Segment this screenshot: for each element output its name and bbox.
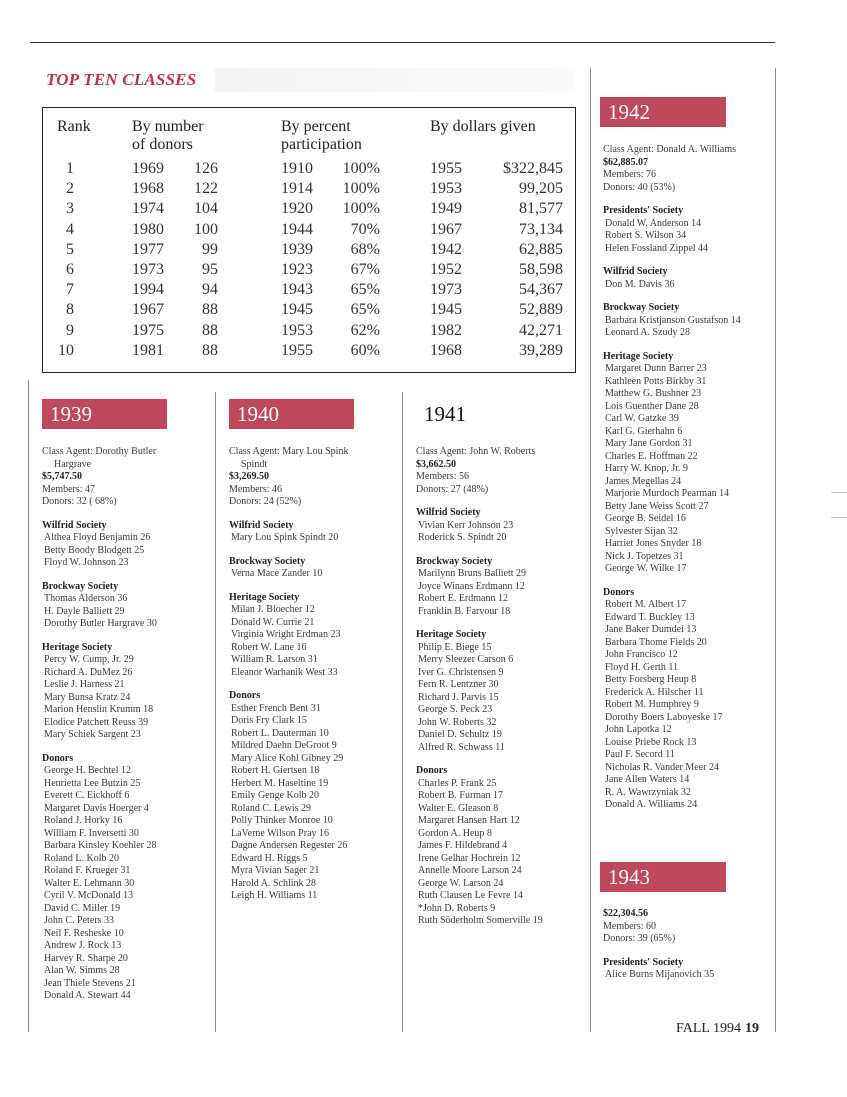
donors-year: 1977	[132, 240, 164, 258]
dollars-value: 42,271	[519, 321, 563, 339]
donor-name: Frederick A. Hilscher 11	[605, 686, 704, 698]
dollars-value: 62,885	[519, 240, 563, 258]
donor-name: George H. Bechtel 12	[44, 765, 132, 776]
donor-name: Barbara Kristjanson Gustafson 14	[605, 314, 741, 326]
class-agent-line: Class Agent: Dorothy Butler	[42, 446, 157, 457]
donor-name: Helen Fossland Zippel 44	[605, 242, 709, 254]
donor-name: George B. Seidel 16	[605, 513, 686, 524]
donor-name: George W. Wilke 17	[605, 563, 687, 574]
donor-name: Neil F. Resheske 10	[44, 927, 124, 939]
donor-name: Robert L. Dauterman 10	[231, 727, 329, 739]
dollars-year: 1945	[430, 301, 462, 319]
donor-name: Harriet Jones Snyder 18	[605, 538, 702, 549]
donor-name: John W. Roberts 32	[418, 716, 497, 728]
class-stat: Donors: 40 (53%)	[603, 181, 676, 193]
donor-name: Sylvester Sijan 32	[605, 525, 678, 537]
donor-name: Mary Alice Kohl Gibney 29	[231, 752, 344, 764]
donor-name: R. A. Wawrzyniak 32	[605, 786, 691, 798]
donor-name: Nicholas R. Vander Meer 24	[605, 761, 719, 773]
class-agent-line: Hargrave	[54, 458, 92, 470]
donor-name: Donald W. Anderson 14	[605, 217, 702, 229]
donor-name: Charles E. Hoffman 22	[605, 450, 698, 462]
class-agent	[42, 446, 212, 471]
donor-name: Walter E. Gleason 8	[418, 802, 499, 814]
dollars-year: 1953	[430, 180, 462, 198]
society-heading: Donors	[229, 690, 261, 701]
amount-given: $3,269.50	[229, 471, 269, 482]
donor-name: David C. Miller 19	[44, 902, 121, 914]
donor-name: Don M. Davis 36	[605, 278, 675, 290]
donor-name: Iver G. Christensen 9	[418, 666, 504, 678]
donors-count: 94	[202, 281, 218, 299]
percent-value: 65%	[350, 281, 380, 299]
donor-name: Nick J. Topetzes 31	[605, 550, 684, 562]
donor-name: Fern R. Lentzner 30	[418, 679, 499, 690]
donors-year: 1981	[132, 341, 164, 359]
society-heading: Heritage Society	[416, 629, 487, 640]
society-heading: Presidents' Society	[603, 205, 684, 216]
society-heading: Brockway Society	[603, 302, 680, 313]
donors-year: 1974	[132, 200, 164, 218]
donor-name: Robert H. Giertsen 18	[231, 765, 320, 776]
percent-year: 1955	[281, 341, 313, 359]
percent-year: 1939	[281, 240, 313, 258]
class-stat: Class Agent: Donald A. Williams	[603, 144, 737, 155]
donor-name: Virginia Wright Erdman 23	[231, 629, 341, 640]
donor-name: Irene Gelhar Hochrein 12	[418, 852, 521, 864]
donor-name: Dagne Andersen Regester 26	[231, 840, 348, 851]
society-heading: Donors	[416, 765, 448, 776]
donor-name: Robert E. Erdmann 12	[418, 593, 508, 604]
donor-name: Donald A. Williams 24	[605, 799, 698, 810]
class-stat: Donors: 39 (65%)	[603, 933, 676, 944]
class-agent-line: Spindt	[241, 458, 268, 470]
rank-cell: 9	[66, 321, 74, 339]
class-stat: Members: 76	[603, 169, 657, 180]
dollars-value: 73,134	[519, 220, 563, 238]
donor-name: Dorothy Butler Hargrave 30	[44, 618, 157, 629]
class-agent-line: Class Agent: Mary Lou Spink	[229, 446, 349, 457]
class-1940-year: 1940	[237, 402, 279, 426]
percent-value: 60%	[350, 341, 380, 359]
society-heading: Donors	[603, 586, 635, 598]
donor-name: Emily Genge Kolb 20	[231, 790, 320, 801]
dollars-value: 39,289	[519, 341, 563, 359]
donor-name: Annelle Moore Larson 24	[418, 865, 522, 876]
donor-name: Mary Jane Gordon 31	[605, 438, 693, 449]
donor-name: George W. Larson 24	[418, 877, 504, 889]
donor-name: Donald A. Stewart 44	[44, 990, 131, 1001]
donors-year: 1975	[132, 321, 164, 339]
donor-name: Leslie J. Harness 21	[44, 679, 125, 690]
page-number: 19	[744, 1021, 759, 1036]
donors-year: 1969	[132, 160, 164, 177]
donor-name: Dorothy Boers Laboyeske 17	[605, 711, 723, 723]
donor-name: Jean Thiele Stevens 21	[44, 977, 136, 989]
class-1941-banner	[424, 399, 466, 429]
donor-name: Kathleen Potts Birkby 31	[605, 375, 707, 387]
donor-name: John C. Peters 33	[44, 915, 114, 926]
donor-name: Roderick S. Spindt 20	[418, 532, 507, 543]
class-1943-listing	[603, 908, 773, 982]
column-divider	[775, 68, 776, 1032]
donor-name: Joyce Winans Erdmann 12	[418, 580, 525, 592]
donor-name: Marjorie Murdoch Pearman 14	[605, 488, 730, 499]
donor-name: Mildred Daehn DeGroot 9	[231, 740, 337, 751]
donor-name: Richard J. Parvis 15	[418, 691, 499, 703]
percent-year: 1943	[281, 281, 313, 299]
class-1939-listing	[42, 446, 212, 1003]
rank-cell: 7	[66, 281, 74, 299]
donor-name: Gordon A. Heup 8	[418, 827, 492, 839]
header-percent: By percent	[281, 118, 351, 135]
donor-name: Robert S. Wilson 34	[605, 230, 687, 241]
donor-name: Alan W. Simms 28	[44, 965, 120, 976]
class-stat: Members: 47	[42, 483, 96, 495]
donor-name: Merry Sleezer Carson 6	[418, 654, 514, 665]
donor-name: Betty Boody Blodgett 25	[44, 544, 145, 556]
class-stat: Donors: 27 (48%)	[416, 483, 489, 495]
dollars-year: 1973	[430, 281, 462, 299]
dollars-year: 1942	[430, 240, 462, 258]
percent-year: 1914	[281, 180, 313, 198]
donors-count: 88	[202, 341, 218, 359]
dollars-year: 1955	[430, 160, 462, 177]
class-stat: Members: 60	[603, 920, 657, 932]
donor-name: Lois Guenther Dane 28	[605, 400, 699, 412]
dollars-year: 1952	[430, 261, 462, 278]
donor-name: Myra Vivian Sager 21	[231, 865, 320, 876]
donor-name: Robert W. Lane 16	[231, 641, 307, 653]
column-divider	[28, 380, 29, 1032]
donor-name: Franklin B. Farvour 18	[418, 605, 511, 617]
donor-name: Margaret Dunn Barrer 23	[605, 363, 707, 374]
donor-name: Betty Jane Weiss Scott 27	[605, 500, 709, 512]
donors-year: 1968	[132, 180, 164, 198]
donor-name: Vivian Kerr Johnson 23	[418, 519, 514, 531]
donors-year: 1967	[132, 301, 164, 319]
donor-name: Paul F. Secord 11	[605, 749, 675, 760]
donor-name: Jane Allen Waters 14	[605, 774, 690, 785]
donor-name: H. Dayle Balliett 29	[44, 605, 125, 617]
donor-name: Elodice Patchett Reuss 39	[44, 716, 149, 728]
donor-name: Edward T. Buckley 13	[605, 611, 695, 623]
donor-name: Eleanor Warhanik West 33	[231, 666, 338, 678]
donors-count: 95	[202, 261, 218, 278]
donor-name: Roland F. Krueger 31	[44, 865, 131, 876]
class-stat: Class Agent: John W. Roberts	[416, 446, 536, 457]
donor-name: Roland C. Lewis 29	[231, 802, 311, 814]
donor-name: Harold A. Schlink 28	[231, 877, 316, 889]
donor-name: Leigh H. Williams 11	[231, 890, 318, 901]
donors-year: 1994	[132, 281, 164, 299]
class-1939-year: 1939	[50, 402, 92, 426]
donor-name: Doris Fry Clark 15	[231, 715, 307, 726]
donor-name: Alice Burns Mijanovich 35	[605, 969, 715, 980]
class-stat: Donors: 24 (52%)	[229, 496, 302, 507]
dollars-year: 1949	[430, 200, 462, 218]
donor-name: Karl G. Gierhahn 6	[605, 425, 683, 437]
society-heading: Wilfrid Society	[416, 507, 481, 518]
donor-name: Richard A. DuMez 26	[44, 666, 133, 678]
donor-name: John Lapotka 12	[605, 724, 672, 735]
percent-value: 100%	[342, 200, 380, 218]
donor-name: Harry W. Knop, Jr. 9	[605, 463, 689, 474]
donor-name: Harvey R. Sharpe 20	[44, 952, 128, 964]
percent-year: 1944	[281, 220, 313, 238]
donor-name: LaVerne Wilson Pray 16	[231, 827, 330, 839]
class-stat: Donors: 32 ( 68%)	[42, 496, 117, 507]
donor-name: Robert M. Humphrey 9	[605, 699, 699, 710]
amount-given: $62,885.07	[603, 156, 648, 168]
class-1942-year: 1942	[608, 100, 650, 124]
society-heading: Wilfrid Society	[229, 519, 294, 531]
top-rule	[30, 42, 775, 43]
percent-value: 100%	[342, 180, 380, 198]
donor-name: Alfred R. Schwass 11	[418, 741, 505, 753]
dollars-value: 58,598	[519, 261, 563, 278]
class-1942-banner	[600, 97, 726, 127]
donor-name: *John D. Roberts 9	[418, 902, 496, 914]
donors-count: 88	[202, 321, 218, 339]
donor-name: Everett C. Eickhoff 6	[44, 790, 130, 801]
dollars-value: 52,889	[519, 301, 563, 319]
column-divider	[590, 68, 591, 1032]
donor-name: Robert B. Furman 17	[418, 790, 503, 801]
column-divider	[215, 392, 216, 1032]
class-1941-listing	[416, 446, 588, 928]
society-heading: Wilfrid Society	[603, 266, 668, 277]
donor-name: Leonard A. Szudy 28	[605, 327, 690, 338]
class-1942-listing	[603, 144, 773, 812]
percent-value: 100%	[342, 160, 380, 177]
donors-count: 88	[202, 301, 218, 319]
rank-cell: 5	[66, 240, 74, 258]
society-heading: Presidents' Society	[603, 956, 684, 968]
donor-name: Carl W. Gatzke 39	[605, 413, 679, 424]
society-heading: Brockway Society	[42, 580, 119, 592]
donor-name: Percy W. Cump, Jr. 29	[44, 654, 134, 665]
heading-shade	[215, 68, 575, 92]
percent-value: 65%	[350, 301, 380, 319]
dollars-year: 1982	[430, 321, 462, 339]
donor-name: George S. Peck 23	[418, 704, 493, 715]
donor-name: Charles P. Frank 25	[418, 777, 497, 789]
donor-name: Roland J. Horky 16	[44, 815, 123, 826]
donor-name: Ruth Söderholm Somerville 19	[418, 915, 543, 926]
society-heading: Heritage Society	[229, 591, 300, 603]
page-heading: TOP TEN CLASSES	[46, 70, 197, 89]
donor-name: Louise Priebe Rock 13	[605, 736, 697, 748]
class-stat: Members: 56	[416, 471, 470, 482]
percent-value: 70%	[350, 220, 380, 238]
donor-name: Esther French Bent 31	[231, 702, 321, 714]
rank-cell: 2	[66, 180, 74, 198]
donor-name: Marilynn Bruns Balliett 29	[418, 568, 527, 579]
donors-year: 1973	[132, 261, 164, 278]
amount-given: $5,747.50	[42, 471, 82, 482]
page-footer	[676, 1021, 759, 1037]
donor-name: Milan J. Bloecher 12	[231, 604, 315, 615]
donor-name: William R. Larson 31	[231, 654, 318, 665]
donor-name: Robert M. Albert 17	[605, 599, 687, 610]
dollars-year: 1968	[430, 341, 462, 359]
donor-name: Matthew G. Bushner 23	[605, 388, 702, 399]
donors-count: 122	[194, 180, 218, 198]
percent-value: 68%	[350, 240, 380, 258]
donor-name: Floyd H. Gerth 11	[605, 661, 678, 673]
percent-year: 1920	[281, 200, 313, 218]
rank-cell: 3	[66, 200, 74, 218]
rank-cell: 1	[66, 160, 74, 177]
donor-name: Verna Mace Zander 10	[231, 568, 323, 579]
society-heading: Brockway Society	[416, 555, 493, 567]
class-agent	[229, 446, 399, 471]
donors-count: 100	[194, 220, 218, 238]
society-heading: Brockway Society	[229, 555, 306, 567]
amount-given: $3,662.50	[416, 458, 456, 470]
dollars-value: 54,367	[519, 281, 563, 299]
donor-name: Barbara Kinsley Koehler 28	[44, 840, 157, 851]
donor-name: Althea Floyd Benjamin 26	[44, 532, 151, 543]
amount-given: $22,304.56	[603, 908, 648, 919]
class-1943-year: 1943	[608, 865, 650, 889]
donor-name: Margaret Davis Hoerger 4	[44, 802, 149, 814]
percent-year: 1953	[281, 321, 313, 339]
header-dollars: By dollars given	[430, 118, 536, 135]
donors-count: 104	[194, 200, 218, 218]
edge-mark	[831, 517, 847, 518]
society-heading: Heritage Society	[42, 641, 113, 653]
rank-cell: 8	[66, 301, 74, 319]
percent-value: 62%	[350, 321, 380, 339]
donor-name: Jane Baker Dumdei 13	[605, 624, 697, 635]
rank-cell: 6	[66, 261, 74, 278]
donor-name: Mary Lou Spink Spindt 20	[231, 532, 339, 543]
society-heading: Wilfrid Society	[42, 519, 107, 531]
society-heading: Donors	[42, 752, 74, 764]
class-1940-listing	[229, 446, 399, 903]
donor-name: Barbara Thome Fields 20	[605, 636, 707, 648]
percent-year: 1910	[281, 160, 313, 177]
donor-name: Donald W. Currie 21	[231, 616, 315, 628]
donor-name: Marion Henslin Krumm 18	[44, 704, 154, 715]
header-rank: Rank	[57, 118, 91, 135]
donor-name: James Megellas 24	[605, 475, 682, 487]
header-donors: of donors	[132, 136, 193, 153]
society-heading: Heritage Society	[603, 350, 674, 362]
dollars-year: 1967	[430, 220, 462, 238]
class-1941-year: 1941	[424, 402, 466, 426]
donor-name: Henrietta Lee Butzin 25	[44, 777, 141, 789]
donor-name: Polly Thinker Monroe 10	[231, 815, 333, 826]
rank-cell: 4	[66, 220, 74, 238]
header-donors: By number	[132, 118, 204, 135]
class-stat: Members: 46	[229, 483, 283, 495]
percent-year: 1923	[281, 261, 313, 278]
dollars-value: 81,577	[519, 200, 563, 218]
header-percent: participation	[281, 136, 362, 153]
donor-name: Philip E. Biege 15	[418, 641, 492, 653]
donor-name: Cyril V. McDonald 13	[44, 890, 134, 901]
donor-name: Ruth Clausen Le Fevre 14	[418, 890, 523, 901]
donor-name: Mary Bunsa Kratz 24	[44, 691, 131, 703]
donors-count: 126	[194, 160, 218, 177]
donor-name: James F. Hildebrand 4	[418, 840, 508, 851]
percent-value: 67%	[350, 261, 380, 278]
dollars-value: 99,205	[519, 180, 563, 198]
class-1943-banner	[600, 862, 726, 892]
class-1940-banner	[229, 399, 354, 429]
column-divider	[402, 392, 403, 1032]
donor-name: Walter E. Lehmann 30	[44, 877, 135, 889]
donor-name: John Francisco 12	[605, 649, 678, 660]
dollars-value: $322,845	[503, 160, 563, 177]
edge-mark	[831, 492, 847, 493]
rank-cell: 10	[58, 341, 74, 359]
donor-name: Daniel D. Schultz 19	[418, 729, 502, 740]
donor-name: Andrew J. Rock 13	[44, 940, 122, 951]
donor-name: Betty Forsberg Heup 8	[605, 674, 697, 685]
donor-name: Margaret Hansen Hart 12	[418, 815, 520, 826]
donor-name: Edward H. Riggs 5	[231, 852, 308, 864]
donor-name: Thomas Alderson 36	[44, 593, 128, 604]
donor-name: Herbert M. Haseltine 19	[231, 777, 329, 789]
donor-name: Floyd W. Johnson 23	[44, 557, 129, 568]
donor-name: Roland L. Kolb 20	[44, 852, 119, 864]
footer-issue: FALL 1994	[676, 1021, 741, 1036]
donor-name: Mary Schiek Sargent 23	[44, 729, 141, 740]
donors-count: 99	[202, 240, 218, 258]
donor-name: William F. Inversetti 30	[44, 827, 139, 839]
percent-year: 1945	[281, 301, 313, 319]
donors-year: 1980	[132, 220, 164, 238]
class-1939-banner	[42, 399, 167, 429]
